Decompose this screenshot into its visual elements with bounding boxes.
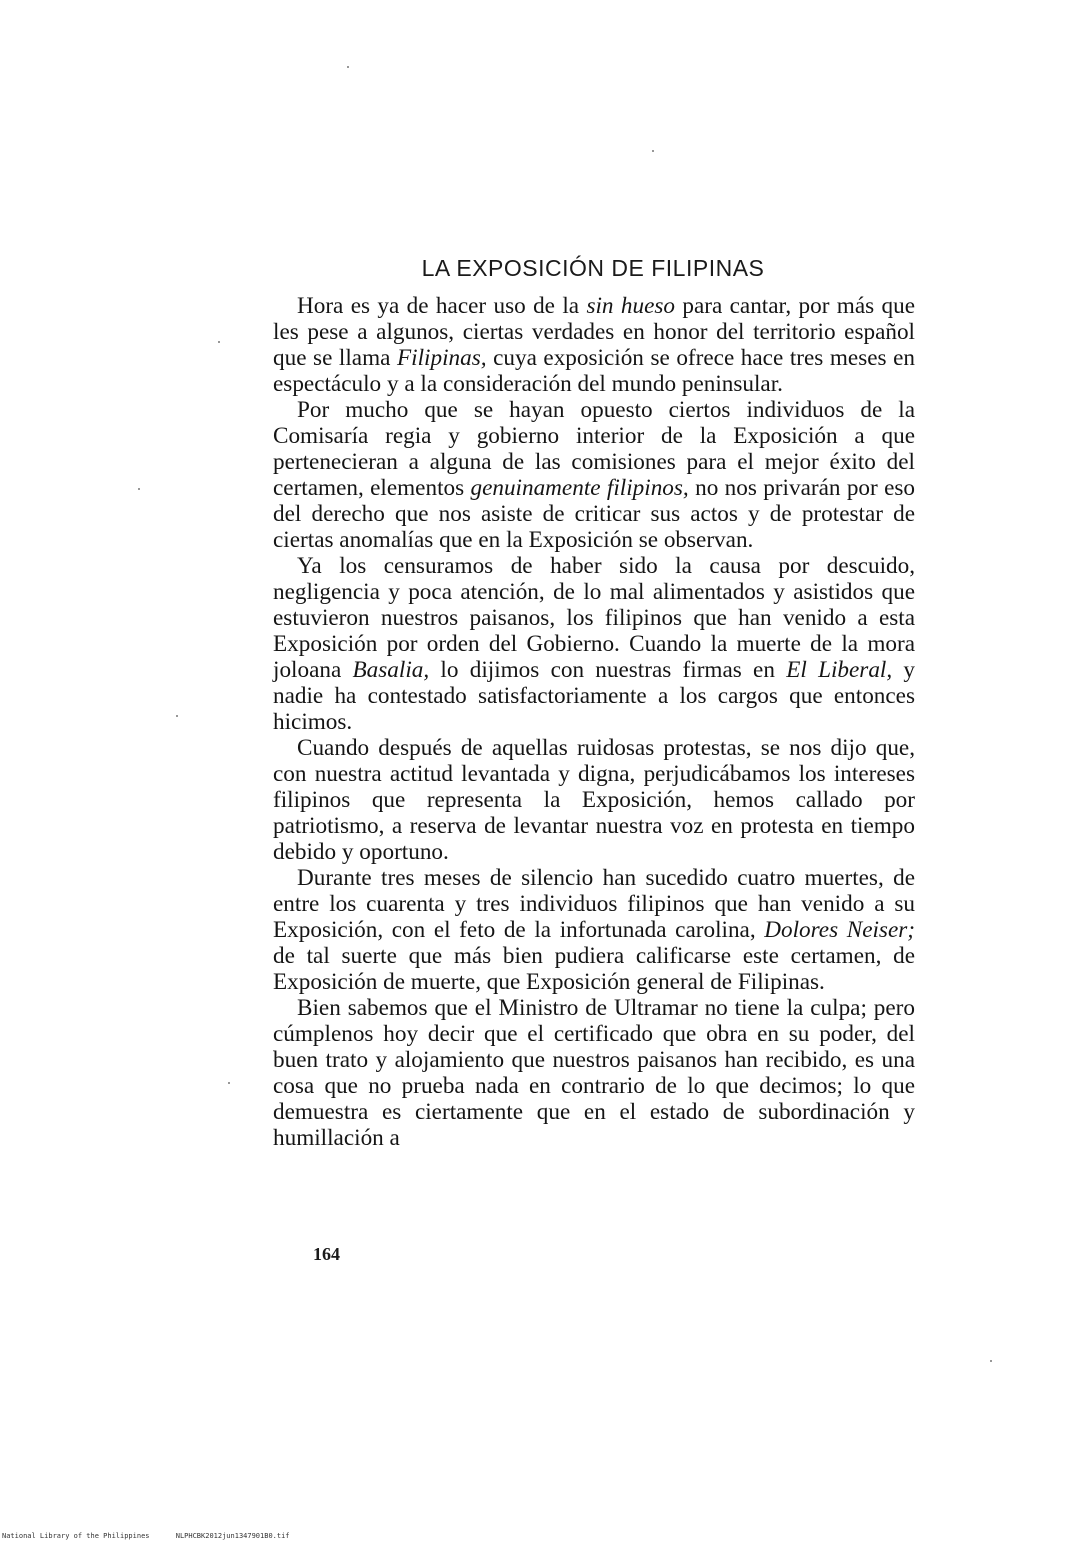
text-run: Bien sabemos que el Ministro de Ultramar no tiene la culpa; pero cúmplenos hoy decir que el certificado que obra en su poder, del buen trato y alojamiento que nuestros paisanos han recibido, es una cosa que no prueba nada en contrario de lo que decimos; lo que demuestra es ciertamente que en el estado de subordinación y humillación a xyxy=(273,995,915,1151)
text-run: Cuando después de aquellas ruidosas protestas, se nos dijo que, con nuestra actitud levantada y digna, perjudicábamos los intereses filipinos que representa la Exposición, hemos callado por patriotismo, a reserva de levantar nuestra voz en protesta en tiempo debido y oportuno. xyxy=(273,735,915,865)
paragraph xyxy=(273,865,915,995)
scan-speck xyxy=(228,1082,230,1084)
text-run: de tal suerte que más bien pudiera calificarse este certamen, de Exposición de muerte, que Exposición general de Filipinas. xyxy=(273,943,915,995)
footer-file-id: NLPHCBK2012jun1347901B0.tif xyxy=(175,1532,290,1540)
scan-speck xyxy=(652,150,654,152)
paragraph xyxy=(273,553,915,735)
italic-text-run: Basalia, xyxy=(352,657,430,683)
text-run: y nadie ha contestado satisfactoriamente a los cargos que entonces hicimos. xyxy=(273,657,916,735)
text-run: Durante tres meses de silencio han sucedido cuatro muertes, de entre los cuarenta y tres individuos filipinos que han venido a su Exposición, con el feto de la infortunada carolina, xyxy=(273,865,915,943)
paragraph xyxy=(273,995,915,1151)
italic-text-run: Dolores Neiser; xyxy=(764,917,915,943)
scan-speck xyxy=(990,1360,992,1362)
page-number: 164 xyxy=(313,1244,340,1264)
paragraph xyxy=(273,735,915,865)
text-run: Por mucho que se hayan opuesto ciertos individuos de la Comisaría regia y gobierno interior de la Exposición a que pertenecieran a alguna de las comisiones para el mejor éxito del certamen, elementos xyxy=(273,397,915,501)
article-body xyxy=(273,293,915,1151)
scan-speck xyxy=(138,488,140,490)
text-run: cuya exposición se ofrece hace tres meses en espectáculo y a la consideración del mundo peninsular. xyxy=(273,345,915,397)
italic-text-run: sin hueso xyxy=(586,293,675,319)
paragraph xyxy=(273,293,915,397)
text-run: lo dijimos con nuestras firmas en xyxy=(429,657,787,683)
text-run: no nos privarán por eso del derecho que nos asiste de criticar sus actos y de protestar de ciertas anomalías que en la Exposición se observan. xyxy=(273,475,915,553)
page-title: LA EXPOSICIÓN DE FILIPINAS xyxy=(421,255,765,282)
scan-speck xyxy=(347,66,349,68)
text-run: Ya los censuramos de haber sido la causa por descuido, negligencia y poca atención, de lo mal alimentados y asistidos que estuvieron nuestros paisanos, los filipinos que han venido a esta Exposición por orden del Gobierno. Cuando la muerte de la mora joloana xyxy=(273,553,915,683)
paragraph xyxy=(273,397,915,553)
scan-footer xyxy=(2,1532,312,1540)
footer-library-label: National Library of the Philippines xyxy=(2,1532,150,1540)
text-run: Hora es ya de hacer uso de la xyxy=(297,293,587,319)
text-run: para cantar, por más que les pese a algunos, ciertas verdades en honor del territorio español que se llama xyxy=(273,293,915,371)
italic-text-run: El Liberal, xyxy=(786,657,893,683)
italic-text-run: Filipinas, xyxy=(396,345,487,371)
scan-speck xyxy=(218,341,220,343)
italic-text-run: genuinamente filipinos, xyxy=(470,475,689,501)
scan-speck xyxy=(176,715,178,717)
